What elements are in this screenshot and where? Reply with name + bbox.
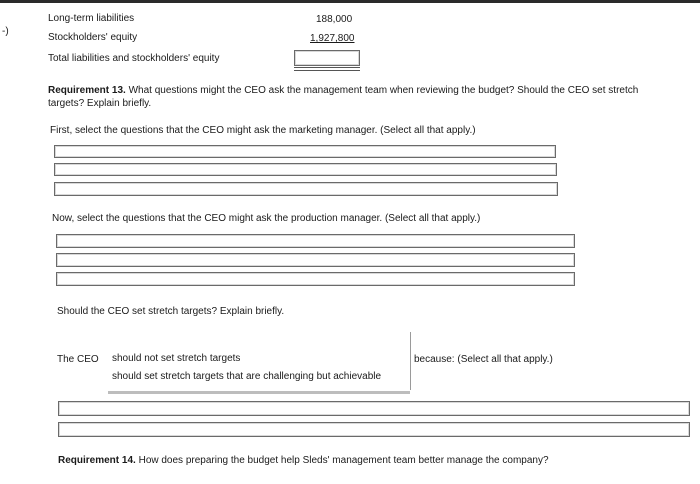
production-question-select-2[interactable] <box>56 253 575 267</box>
requirement-13-text: What questions might the CEO ask the management team when reviewing the budget? Should the CEO set stretch <box>125 85 639 96</box>
marketing-question-select-2[interactable] <box>54 163 557 176</box>
total-double-underline <box>294 67 360 68</box>
page-top-border <box>0 0 700 3</box>
requirement-13-label: Requirement 13. <box>48 85 126 96</box>
requirement-13-question-cont: targets? Explain briefly. <box>48 98 152 109</box>
requirement-14-label: Requirement 14. <box>58 455 136 466</box>
dropdown-option-no-stretch[interactable]: should not set stretch targets <box>112 353 241 364</box>
ceo-label: The CEO <box>57 354 99 365</box>
stockholders-equity-label: Stockholders' equity <box>48 32 138 43</box>
total-liabilities-equity-input[interactable] <box>294 50 360 66</box>
production-questions-prompt: Now, select the questions that the CEO might ask the production manager. (Select all that apply.) <box>52 213 481 224</box>
total-double-underline-2 <box>294 70 360 71</box>
production-question-select-1[interactable] <box>56 234 575 248</box>
long-term-liabilities-label: Long-term liabilities <box>48 13 135 24</box>
because-label: because: (Select all that apply.) <box>414 354 553 365</box>
requirement-14-text: How does preparing the budget help Sleds' management team better manage the company? <box>135 455 549 466</box>
requirement-13-question <box>48 85 638 96</box>
production-question-select-3[interactable] <box>56 272 575 286</box>
long-term-liabilities-value: 188,000 <box>316 14 353 25</box>
stretch-targets-prompt: Should the CEO set stretch targets? Explain briefly. <box>57 306 285 317</box>
dropdown-bottom-shadow <box>108 391 410 394</box>
marketing-question-select-1[interactable] <box>54 145 556 158</box>
stockholders-equity-value: 1,927,800 <box>310 33 355 44</box>
because-reason-select-1[interactable] <box>58 401 690 416</box>
requirement-14-question <box>58 455 549 466</box>
total-liabilities-equity-label: Total liabilities and stockholders' equity <box>48 53 220 64</box>
marketing-question-select-3[interactable] <box>54 182 558 196</box>
marketing-questions-prompt: First, select the questions that the CEO might ask the marketing manager. (Select all that apply.) <box>50 125 476 136</box>
edge-marker: -) <box>2 26 9 37</box>
because-reason-select-2[interactable] <box>58 422 690 437</box>
dropdown-option-achievable-stretch[interactable]: should set stretch targets that are challenging but achievable <box>112 371 382 382</box>
